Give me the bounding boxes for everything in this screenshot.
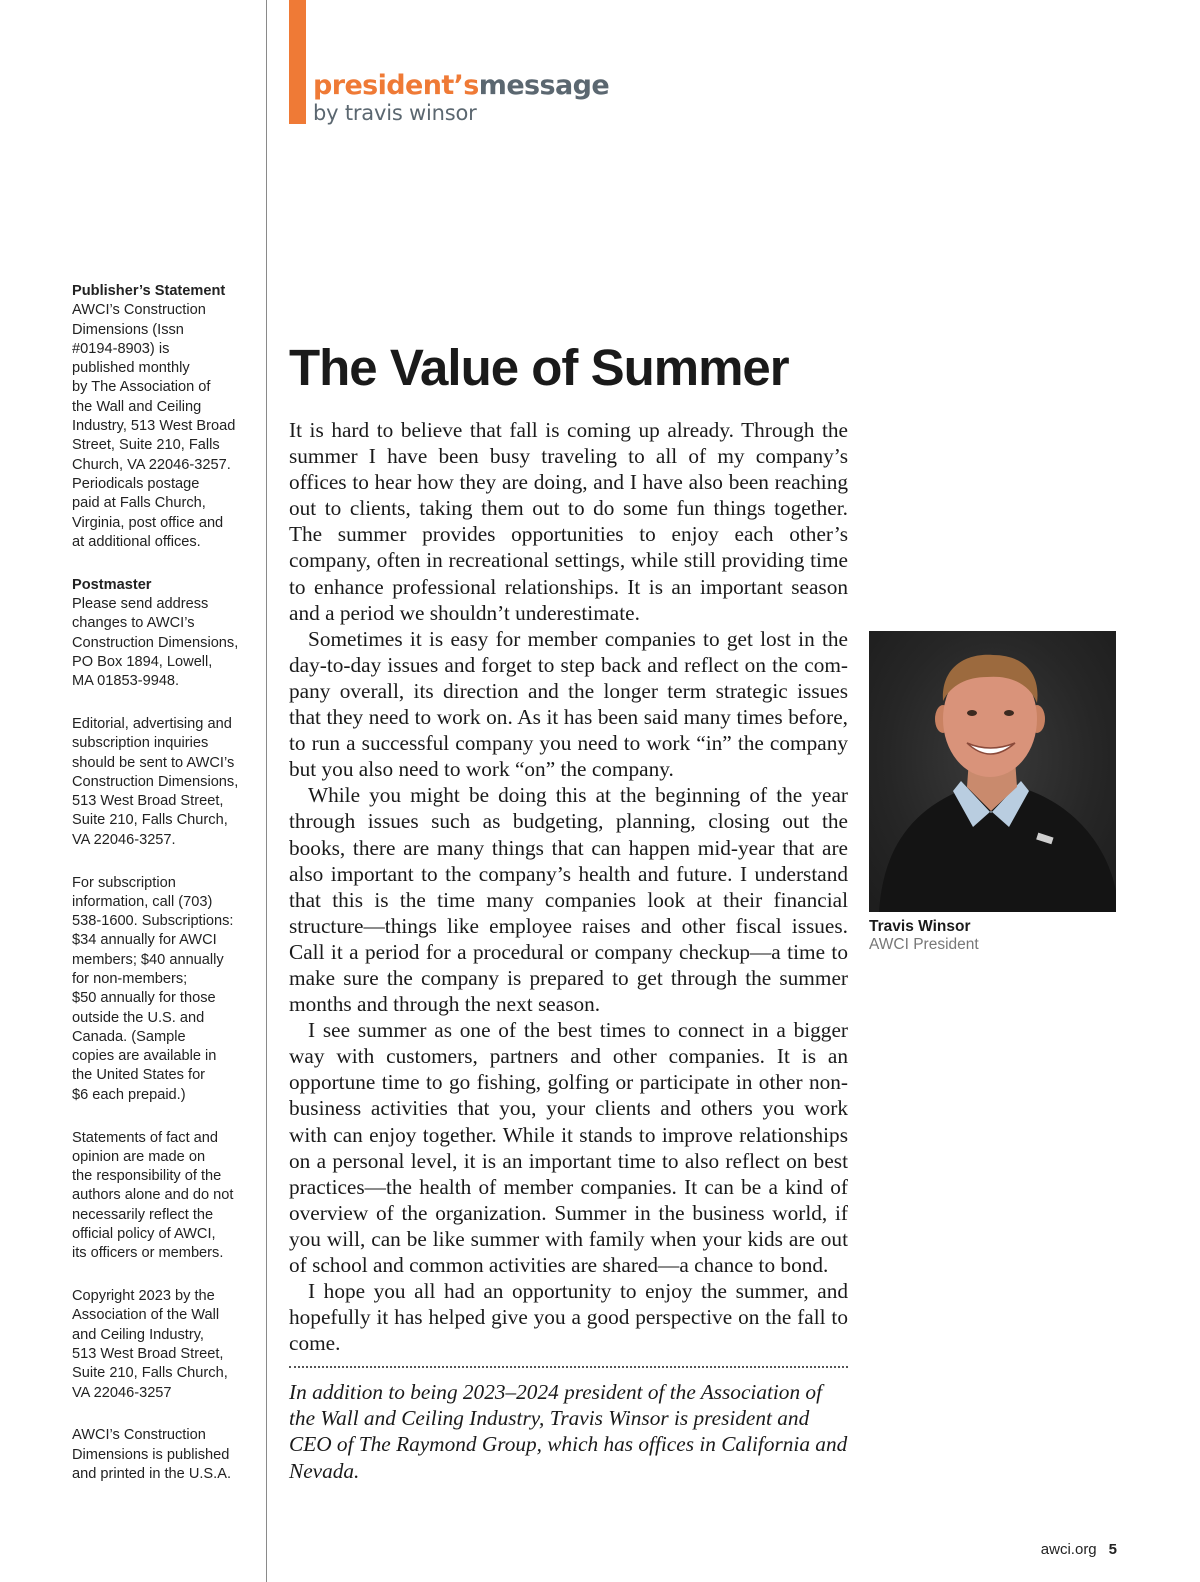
sidebar-block-text: Editorial, advertising and subscription inquiries should be sent to AWCI’s Construction Dimensions, 513 West Broad Street, Suite 210, Falls Church, VA 22046-3257. <box>72 715 239 848</box>
sidebar-block-subscription <box>72 874 252 1106</box>
byline: by travis winsor <box>313 101 477 125</box>
sidebar-block-text: Copyright 2023 by the Association of the Wall and Ceiling Industry, 513 West Broad Street, Suite 210, Falls Church, VA 22046-3257 <box>72 1288 228 1401</box>
section-title-word1: president’s <box>313 70 479 101</box>
sidebar-block-editorial <box>72 715 252 850</box>
section-title <box>313 72 609 99</box>
author-bio: In addition to being 2023–2024 president of the Association of the Wall and Ceiling Industry, Travis Winsor is president and CEO of The Raymond Group, which has offices in California and Nevada. <box>289 1380 848 1483</box>
sidebar-block-text: AWCI’s Construction Dimensions (Issn #0194-8903) is published monthly by The Association of the Wall and Ceiling Industry, 513 West Broad Street, Suite 210, Falls Church, VA 22046-3257. Periodicals postage paid at Falls Church, Virginia, post office and at additional offices. <box>72 302 236 550</box>
publisher-sidebar <box>72 282 252 1508</box>
article-paragraph: While you might be doing this at the beginning of the year through issues such as budgeting, planning, closing out the books, there are many things that can happen mid-year that are also important to the company’s health and future. I understand that this is the time many companies look at their financial structure—things like employee raises and other fiscal issues. Call it a period for a procedural or company checkup—a time to make sure the company is prepared to get through the summer months and through the next season. <box>289 783 848 1017</box>
sidebar-block-text: Please send address changes to AWCI’s Construction Dimensions, PO Box 1894, Lowell, MA 01853-9948. <box>72 595 239 690</box>
photo-caption-name: Travis Winsor <box>869 918 971 935</box>
section-accent-bar <box>289 0 306 124</box>
sidebar-block-printed <box>72 1426 252 1484</box>
sidebar-block-text: For subscription information, call (703) 538-1600. Subscriptions: $34 annually for AWCI members; $40 annually for non-members; $50 annually for those outside the U.S. and Canada. (Sample copies are available in the United States for $6 each prepaid.) <box>72 874 234 1103</box>
article-paragraph: It is hard to believe that fall is coming up already. Through the summer I have been busy traveling to all of my company’s offices to hear how they are doing, and I have also been reaching out to clients, taking them out to do some fun things together. The summer provides opportunities to enjoy each other’s company, often in recreational settings, while still providing time to enhance professional relationships. It is an important season and a period we shouldn’t underestimate. <box>289 418 848 625</box>
sidebar-block-text: Statements of fact and opinion are made on the responsibility of the authors alone and do not necessarily reflect the official policy of AWCI, its officers or members. <box>72 1129 234 1262</box>
article-paragraph: I hope you all had an opportunity to enjoy the summer, and hopefully it has helped give you a good perspective on the fall to come. <box>289 1279 848 1356</box>
section-title-word2: message <box>478 70 610 101</box>
article-paragraph: Sometimes it is easy for member companies to get lost in the day-to-day issues and forget to step back and reflect on the company overall, its direction and the longer term strategic issues that they need to work on. As it has been said many times before, to run a successful company you need to work “in” the company but you also need to work “on” the company. <box>289 626 848 782</box>
section-header <box>313 72 609 124</box>
page-number: 5 <box>1108 1541 1117 1558</box>
sidebar-block-title: Postmaster <box>72 576 152 593</box>
sidebar-block-postmaster <box>72 576 252 692</box>
article-title: The Value of Summer <box>289 339 789 396</box>
sidebar-block-disclaimer <box>72 1129 252 1264</box>
portrait-photo <box>869 631 1116 912</box>
column-divider-line <box>266 0 267 1582</box>
portrait-illustration <box>869 631 1116 912</box>
photo-caption-role: AWCI President <box>869 936 979 953</box>
sidebar-block-publishers-statement <box>72 282 252 552</box>
article-body <box>289 417 848 1356</box>
footer-site: awci.org <box>1040 1541 1097 1558</box>
article-paragraph: I see summer as one of the best times to connect in a bigger way with customers, partners and other companies. It is an opportune time to go fishing, golfing or participate in other non-business activities that you, your clients and others you work with can enjoy together. While it stands to improve relationships on a personal level, it is an important time to also reflect on best practices—the health of member companies. It can be a kind of overview of the organization. Summer in the business world, if you will, can be like summer with family when your kids are out of school and common activities are shared—a chance to bond. <box>289 1018 848 1277</box>
dotted-divider <box>289 1366 848 1368</box>
sidebar-block-copyright <box>72 1287 252 1403</box>
photo-caption <box>869 918 1116 954</box>
sidebar-block-title: Publisher’s Statement <box>72 283 226 299</box>
sidebar-block-text: AWCI’s Construction Dimensions is published and printed in the U.S.A. <box>72 1427 232 1483</box>
page-footer <box>1041 1541 1117 1558</box>
